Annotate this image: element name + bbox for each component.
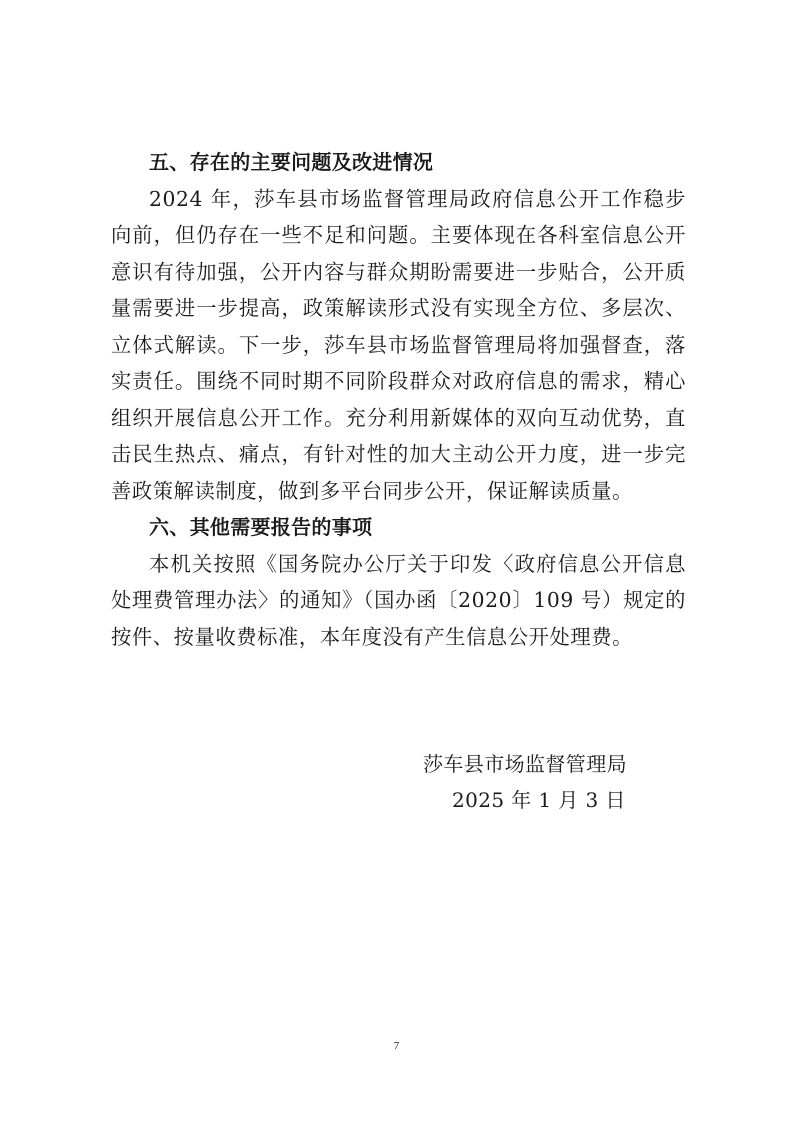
- page-number: 7: [393, 1040, 400, 1052]
- section-5-heading: 五、存在的主要问题及改进情况: [149, 150, 434, 174]
- signature-date: 2025 年 1 月 3 日: [452, 788, 626, 812]
- signature-organization: 莎车县市场监督管理局: [423, 752, 627, 776]
- section-6-heading: 六、其他需要报告的事项: [149, 515, 373, 539]
- section-6-paragraph: 本机关按照《国务院办公厅关于印发〈政府信息公开信息处理费管理办法〉的通知》（国办函〔2020〕109 号）规定的按件、按量收费标准，本年度没有产生信息公开处理费。: [111, 551, 686, 649]
- document-body: [111, 144, 686, 655]
- section-5-paragraph: 2024 年，莎车县市场监督管理局政府信息公开工作稳步向前，但仍存在一些不足和问题。主要体现在各科室信息公开意识有待加强，公开内容与群众期盼需要进一步贴合，公开质量需要进一步提高，政策解读形式没有实现全方位、多层次、立体式解读。下一步，莎车县市场监督管理局将加强督查，落实责任。围绕不同时期不同阶段群众对政府信息的需求，精心组织开展信息公开工作。充分利用新媒体的双向互动优势，直击民生热点、痛点，有针对性的加大主动公开力度，进一步完善政策解读制度，做到多平台同步公开，保证解读质量。: [111, 186, 686, 503]
